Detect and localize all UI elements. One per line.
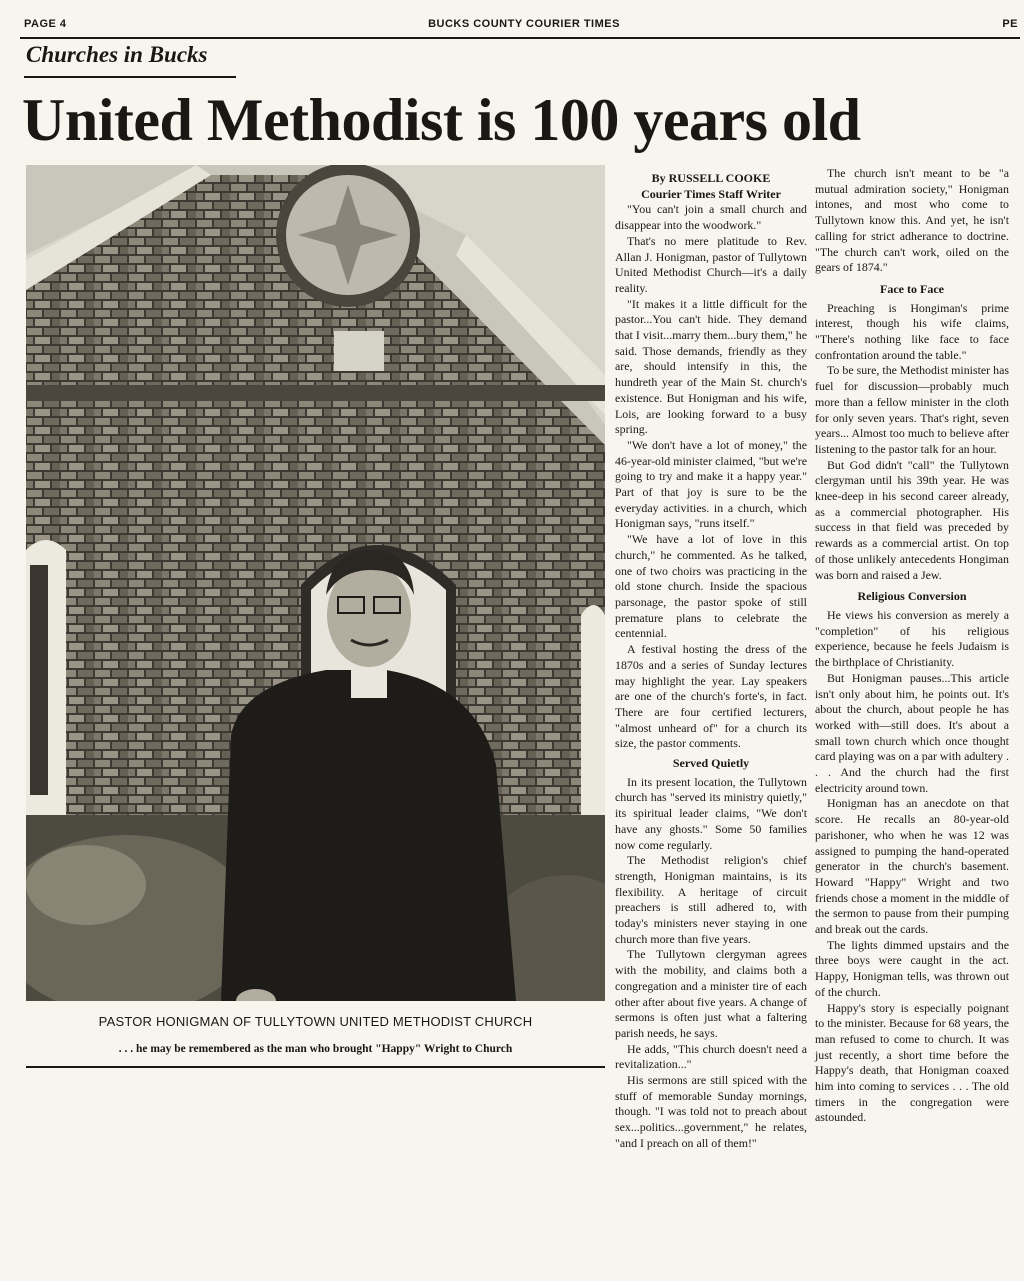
cropped-header-text: PE (1002, 18, 1018, 30)
section-title: Churches in Bucks (26, 42, 208, 67)
article-subhead: Face to Face (880, 281, 944, 296)
article-paragraph: "We have a lot of love in this church," he commented. As he talked, one of two choirs was practicing in the old stone church. Inside the spacious parsonage, the pastor spoke of still premature plans to celebrate the centennial. (615, 532, 807, 641)
caption-rule (26, 1066, 605, 1068)
article-paragraph: A festival hosting the dress of the 1870s and a series of Sunday lectures may highlight the year. Lay speakers are one of the church's forte's, in fact. There are four certified lecturers, "almost unheard of" for a church its size, the pastor comments. (615, 642, 807, 751)
article-subhead: Religious Conversion (857, 589, 967, 604)
article-paragraph: But Honigman pauses...This article isn't only about him, he points out. It's about the church, about people he has worked with—still does. It's about a small town church which once thought card playing was on a par with adultery . . . And the church had the first electricity around town. (815, 670, 1009, 795)
header-rule (20, 37, 1020, 39)
article-paragraph: He views his conversion as merely a "completion" of his religious experience, because he feels Judaism is the birthplace of Christianity. (815, 607, 1009, 670)
article-paragraph: But God didn't "call" the Tullytown clergyman until his 39th year. He was knee-deep in his second career already, as a commercial photographer. His success in that field was preceded by rewards as a commercial artist. On top of those unlikely antecedents Hongiman was born and raised a Jew. (815, 457, 1009, 582)
article-paragraph: Happy's story is especially poignant to the minister. Because for 68 years, the man refused to come to church. It was just recently, a short time before the Happy's death, that Honigman coaxed him into coming to services . . . The old timers in the congregation were astounded. (815, 1000, 1009, 1125)
section-rule (24, 76, 236, 78)
article-column-2 (815, 166, 1009, 1126)
article-paragraph: "We don't have a lot of money," the 46-year-old minister claimed, "but we're going to try and make it a happy year." Part of that joy is sure to be the everyday activities. in a church, which Honigman says, "runs itself." (615, 437, 807, 531)
church-photo (26, 165, 605, 1001)
article-paragraph: His sermons are still spiced with the stuff of memorable Sunday mornings, though. "I was told not to preach about sex...politics...government," he relates, "and I preach on all of them!" (615, 1073, 807, 1150)
byline-title: Courier Times Staff Writer (641, 186, 781, 201)
article-paragraph: Honigman has an anecdote on that score. He recalls an 80-year-old parishoner, who when he was 12 was assigned to pumping the hand-operated generator in the church's basement. Howard "Happy" Wright and two friends chose a moment in the middle of the sermon to pause from their pumping and break out the cards. (815, 796, 1009, 937)
article-paragraph: That's no mere platitude to Rev. Allan J. Honigman, pastor of Tullytown United Methodist Church—it's a daily reality. (615, 233, 807, 295)
article-paragraph: He adds, "This church doesn't need a revitalization..." (615, 1041, 807, 1072)
article-paragraph: "You can't join a small church and disappear into the woodwork." (615, 202, 807, 233)
article-paragraph: To be sure, the Methodist minister has fuel for discussion—probably much more than a fellow minister in the cloth for only seven years. That's right, seven years... Almost too much to believe after listening to the pastor talk for an hour. (815, 363, 1009, 456)
article-paragraph: The lights dimmed upstairs and the three boys were caught in the act. Happy, Honigman tells, was thrown out of the church. (815, 937, 1009, 999)
headline: United Methodist is 100 years old (22, 87, 861, 153)
byline-author: By RUSSELL COOKE (651, 171, 771, 185)
running-header (24, 18, 1018, 34)
article-paragraph: The Methodist religion's chief strength, Honigman maintains, is its flexibility. A heritage of circuit preachers is still adhered to, with today's ministers never staying in one church more than five years. (615, 853, 807, 946)
photo-caption: PASTOR HONIGMAN OF TULLYTOWN UNITED METHODIST CHURCH (98, 1014, 533, 1029)
church-photo-illustration (26, 165, 605, 1001)
article-paragraph: The church isn't meant to be "a mutual admiration society," Honigman intones, and most who come to Tullytown know this. And yet, he isn't calling for strict adherance to doctrine. "The church can't work, oiled on the gears of 1874." (815, 166, 1009, 275)
article-column-1 (615, 171, 807, 1152)
article-paragraph: The Tullytown clergyman agrees with the mobility, and claims both a congregation and a minister tire of each other after about five years. A change of sermons is often just what a faltering parish needs, he says. (615, 947, 807, 1040)
page-number: PAGE 4 (24, 18, 67, 30)
article-subhead: Served Quietly (672, 756, 750, 771)
photo-subcaption: . . . he may be remembered as the man who brought "Happy" Wright to Church (118, 1043, 513, 1055)
article-paragraph: In its present location, the Tullytown church has "served its ministry quietly," its spiritual leader claims, "We don't have any ghosts." Some 50 families now come regularly. (615, 774, 807, 852)
article-paragraph: "It makes it a little difficult for the pastor...You can't hide. They demand that I visit...marry them...bury them," he said. Those demands, friendly as they are, should intensify in this, the hundreth year of the Main St. church's existence. But Honigman and his wife, Lois, are looking forward to a busy spring. (615, 296, 807, 437)
article-paragraph: Preaching is Hongiman's prime interest, though his wife claims, "There's nothing like face to face confrontation around the table." (815, 300, 1009, 362)
newspaper-name: BUCKS COUNTY COURIER TIMES (428, 18, 620, 30)
